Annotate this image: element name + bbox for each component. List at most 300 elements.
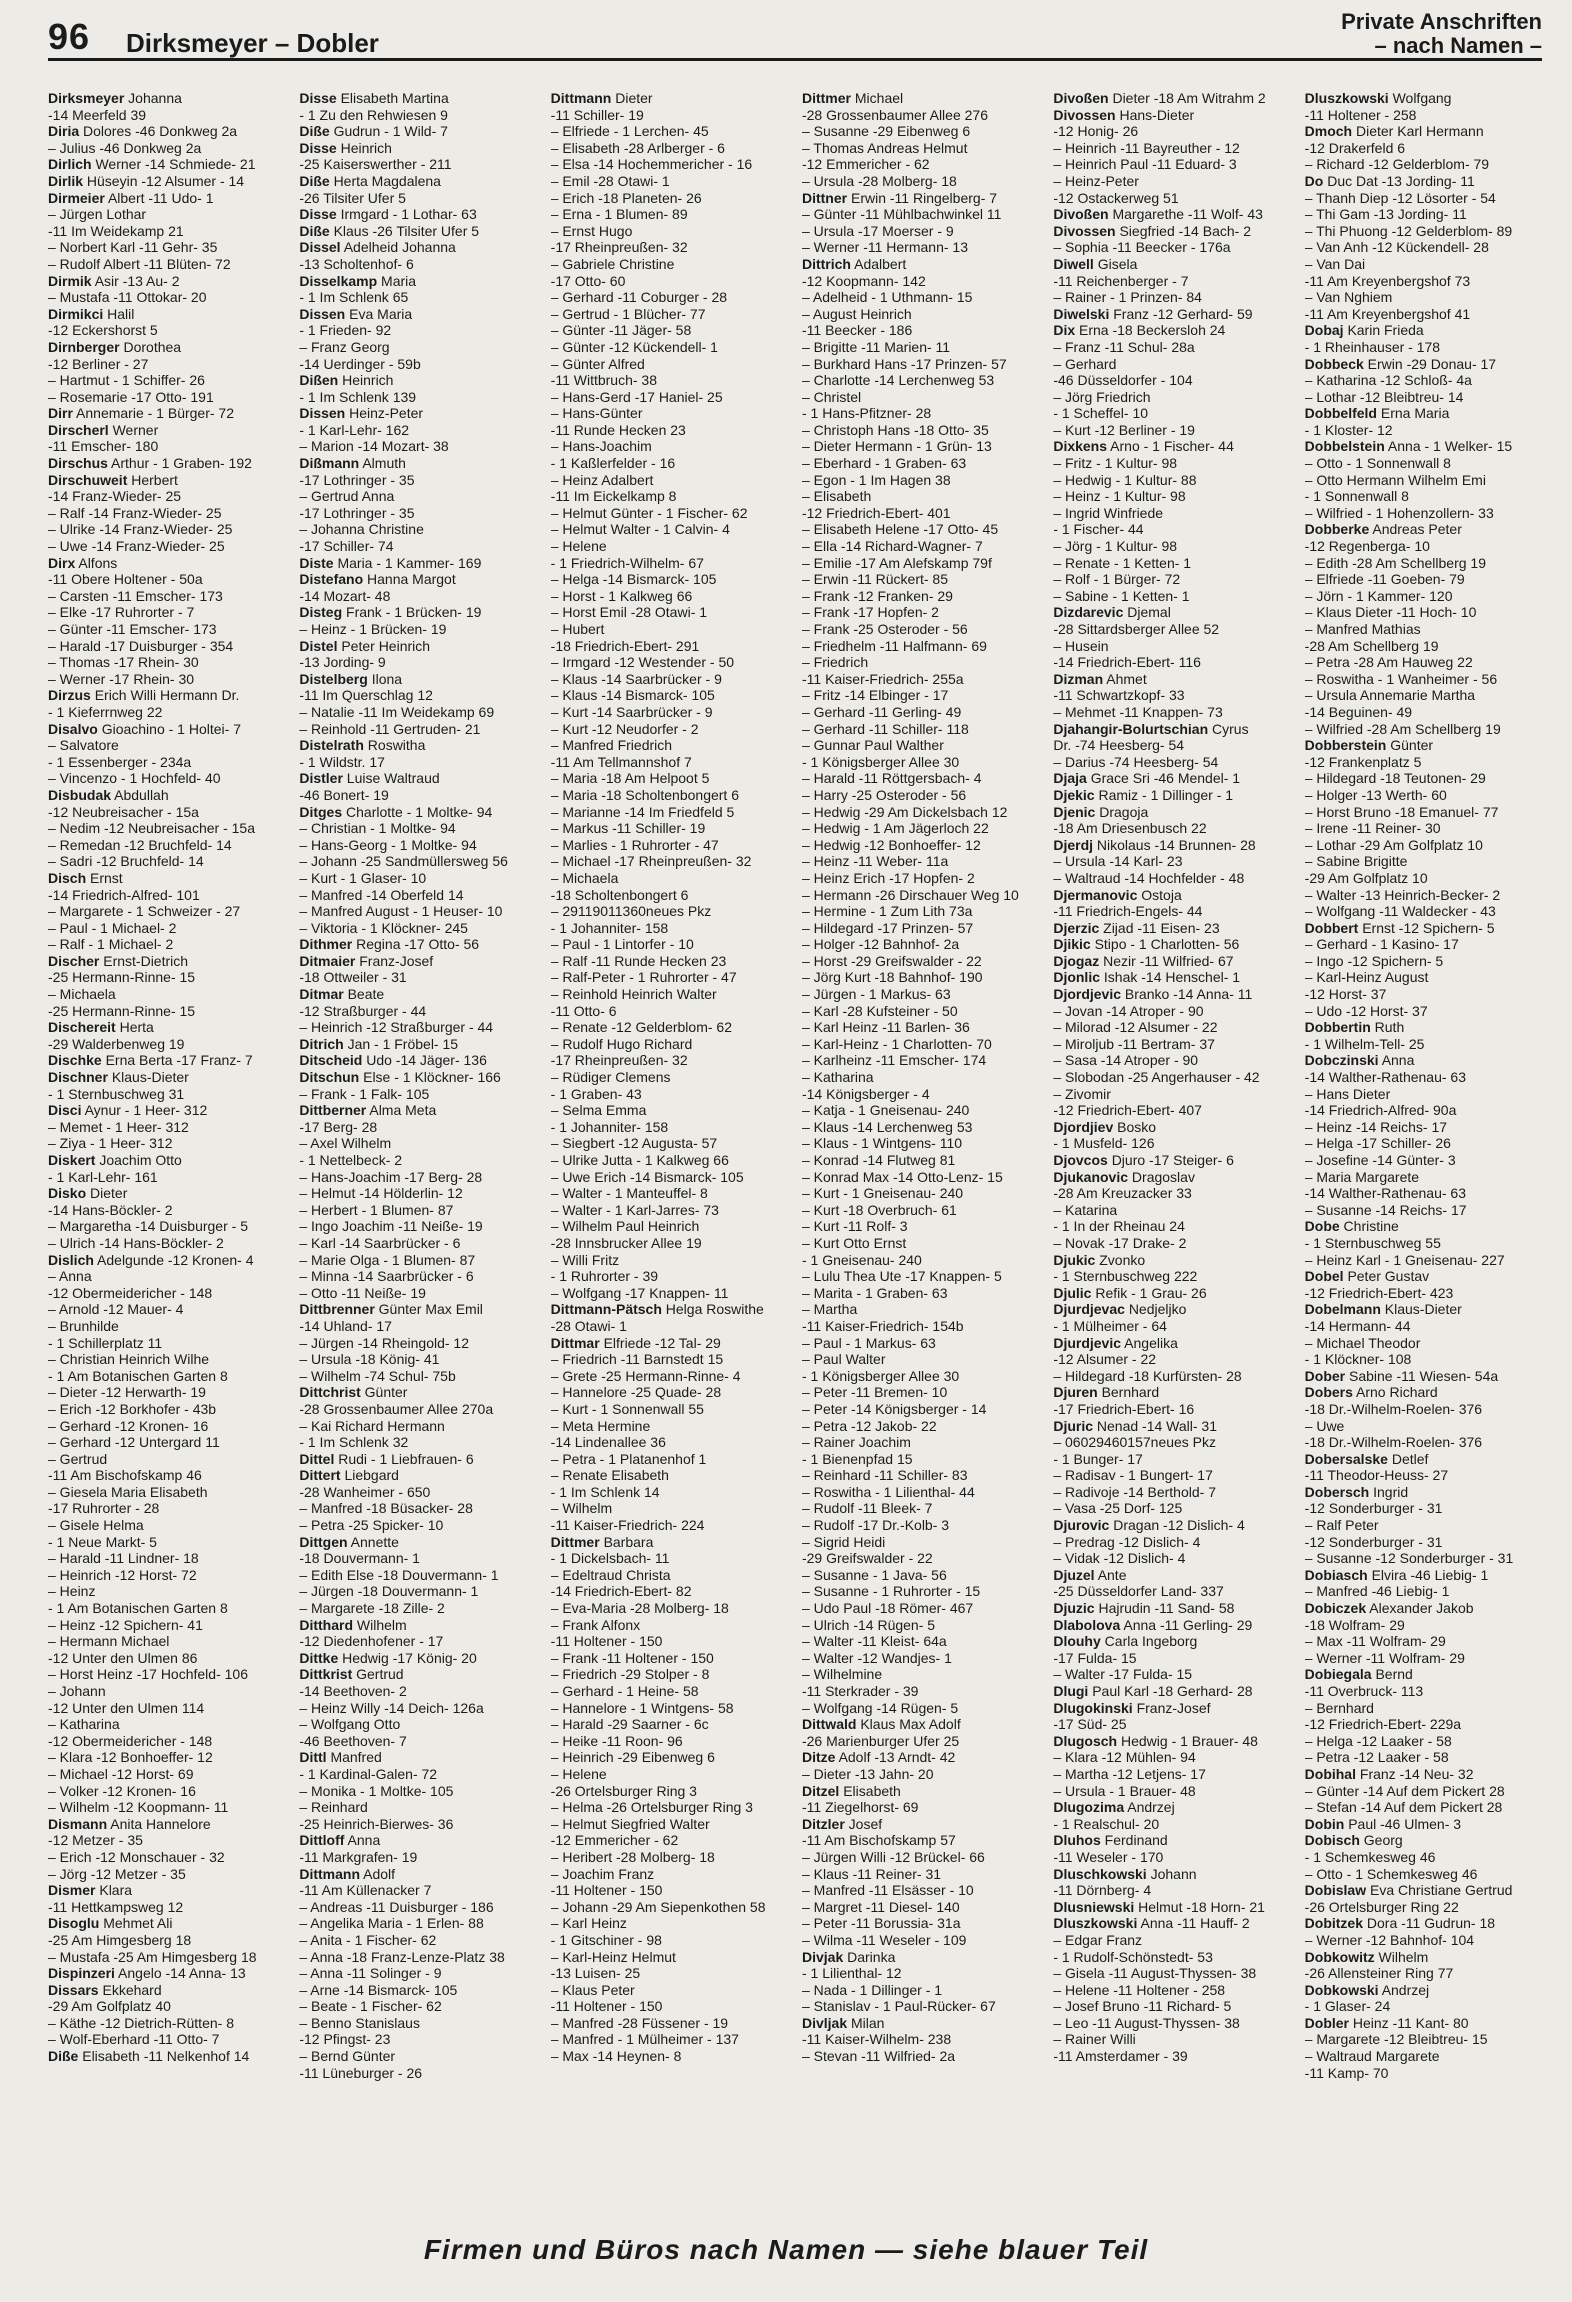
directory-entry — [48, 173, 291, 190]
directory-entry — [48, 1301, 291, 1318]
directory-entry — [1053, 156, 1296, 173]
entry-details: Franz-Josef — [359, 952, 434, 969]
directory-entry — [299, 1036, 542, 1053]
directory-entry — [551, 704, 794, 721]
entry-details: – Lothar -29 Am Golfplatz 10 — [1304, 836, 1483, 853]
entry-surname: Dobersalske — [1304, 1450, 1388, 1467]
directory-entry — [299, 804, 542, 821]
directory-entry — [1053, 837, 1296, 854]
entry-details: Branko -14 Anna- 11 — [1124, 986, 1253, 1003]
entry-details: – Husein — [1053, 637, 1109, 654]
entry-details: – Radisav - 1 Bungert- 17 — [1053, 1467, 1213, 1484]
entry-details: -12 Alsumer - 22 — [1053, 1351, 1157, 1368]
directory-entry — [299, 538, 542, 555]
entry-details: – Rüdiger Clemens — [550, 1069, 671, 1086]
entry-surname: Dittrich — [801, 255, 851, 272]
directory-entry — [551, 1683, 794, 1700]
directory-entry — [1305, 1384, 1548, 1401]
directory-entry — [1305, 604, 1548, 621]
entry-details: -12 Emmericher - 62 — [801, 156, 930, 173]
directory-entry — [48, 671, 291, 688]
entry-details: – Holger -13 Werth- 60 — [1304, 786, 1447, 803]
entry-surname: Ditze — [801, 1749, 836, 1766]
directory-entry — [48, 588, 291, 605]
entry-surname: Ditzler — [801, 1815, 845, 1832]
entry-details: – Horst Emil -28 Otawi- 1 — [550, 604, 708, 621]
directory-entry — [551, 953, 794, 970]
directory-entry — [48, 190, 291, 207]
entry-surname: Dirksmeyer — [48, 90, 125, 106]
entry-details: – Ulrich -14 Rügen- 5 — [801, 1616, 936, 1633]
entry-surname: Dittmann-Pätsch — [550, 1301, 662, 1318]
directory-entry — [551, 1716, 794, 1733]
entry-surname: Diße — [299, 123, 330, 140]
entry-details: – Miroljub -11 Bertram- 37 — [1053, 1035, 1215, 1052]
directory-entry — [551, 1799, 794, 1816]
entry-details: Klaus -26 Tilsiter Ufer 5 — [333, 222, 480, 239]
entry-details: Ernst — [90, 869, 123, 886]
directory-entry — [48, 1866, 291, 1883]
entry-details: – Emilie -17 Am Alefskamp 79f — [801, 554, 992, 571]
entry-details: – Manfred Mathias — [1304, 621, 1421, 637]
entry-details: – Harald -29 Saarner - 6c — [550, 1716, 709, 1733]
entry-details: – Hans-Gerd -17 Haniel- 25 — [550, 388, 723, 405]
entry-details: -17 Rheinpreußen- 32 — [550, 1052, 688, 1069]
entry-surname: Dislich — [48, 1251, 94, 1268]
directory-entry — [48, 1152, 291, 1169]
entry-details: – Erich -18 Planeten- 26 — [550, 189, 702, 206]
entry-details: – Ingo -12 Spichern- 5 — [1304, 952, 1444, 969]
directory-entry — [802, 273, 1045, 290]
directory-entry — [299, 654, 542, 671]
entry-details: – Jörg Kurt -18 Bahnhof- 190 — [801, 969, 983, 986]
directory-entry — [1305, 870, 1548, 887]
directory-entry — [551, 555, 794, 572]
directory-entry — [551, 405, 794, 422]
directory-entry — [299, 1019, 542, 1036]
entry-details: Hanna Margot — [367, 571, 456, 588]
directory-entry — [551, 1052, 794, 1069]
directory-entry — [299, 1633, 542, 1650]
directory-entry — [299, 671, 542, 688]
entry-details: -11 Am Bischofskamp 57 — [801, 1832, 956, 1849]
directory-entry — [299, 306, 542, 323]
directory-entry — [299, 1949, 542, 1966]
entry-details: – Arne -14 Bismarck- 105 — [299, 1981, 458, 1998]
entry-details: – Klaus -14 Lerchenweg 53 — [801, 1118, 973, 1135]
entry-details: – Maria -18 Am Helpoot 5 — [550, 770, 710, 787]
directory-entry — [1305, 322, 1548, 339]
entry-details: – Heribert -28 Molberg- 18 — [550, 1848, 715, 1865]
directory-entry — [299, 887, 542, 904]
entry-details: – Elisabeth Helene -17 Otto- 45 — [801, 521, 999, 538]
entry-surname: Disoglu — [48, 1915, 100, 1932]
directory-entry — [802, 1882, 1045, 1899]
directory-entry — [551, 1169, 794, 1186]
directory-entry — [551, 389, 794, 406]
entry-details: Alfons — [78, 554, 118, 571]
directory-entry — [802, 571, 1045, 588]
entry-details: – Harald -11 Röttgersbach- 4 — [801, 770, 982, 787]
directory-entry — [48, 1583, 291, 1600]
entry-details: – Walter -13 Heinrich-Becker- 2 — [1304, 886, 1501, 903]
entry-details: – Heinrich -29 Eibenweg 6 — [550, 1749, 715, 1766]
entry-surname: Dirschus — [48, 455, 108, 472]
entry-details: -11 Holtener - 150 — [550, 1633, 663, 1650]
entry-details: – Mehmet -11 Knappen- 73 — [1053, 703, 1223, 720]
entry-details: Elisabeth Martina — [340, 90, 449, 106]
directory-entry — [1053, 1235, 1296, 1252]
entry-surname: Dissen — [299, 305, 346, 322]
entry-surname: Dobislaw — [1304, 1882, 1367, 1899]
directory-entry — [1053, 438, 1296, 455]
directory-entry — [802, 638, 1045, 655]
directory-entry — [802, 140, 1045, 157]
directory-entry — [299, 638, 542, 655]
directory-entry — [299, 1517, 542, 1534]
directory-entry — [1053, 1500, 1296, 1517]
entry-details: -12 Unter den Ulmen 86 — [48, 1649, 198, 1666]
directory-entry — [802, 1783, 1045, 1800]
entry-details: – Gabriele Christine — [550, 255, 675, 272]
entry-details: Anna -11 Hauff- 2 — [1140, 1915, 1250, 1932]
entry-surname: Distler — [299, 770, 343, 787]
entry-details: – Helga -14 Bismarck- 105 — [550, 571, 717, 588]
directory-entry — [802, 372, 1045, 389]
directory-entry — [48, 1086, 291, 1103]
entry-details: – Klaus -11 Reiner- 31 — [801, 1865, 942, 1882]
directory-entry — [1053, 1766, 1296, 1783]
entry-details: -25 Düsseldorfer Land- 337 — [1053, 1583, 1224, 1600]
directory-entry — [299, 1368, 542, 1385]
entry-surname: Dobihal — [1304, 1765, 1356, 1782]
entry-details: Angelika — [1124, 1334, 1178, 1351]
directory-entry — [48, 1783, 291, 1800]
entry-details: Nedjeljko — [1128, 1301, 1187, 1318]
directory-column — [299, 90, 542, 2205]
directory-entry — [551, 1617, 794, 1634]
directory-entry — [802, 389, 1045, 406]
directory-entry — [299, 1418, 542, 1435]
directory-entry — [802, 1285, 1045, 1302]
entry-surname: Djovcos — [1053, 1152, 1108, 1168]
entry-details: - 1 Im Schlenk 32 — [299, 1434, 409, 1451]
directory-entry — [551, 1998, 794, 2015]
directory-entry — [802, 488, 1045, 505]
directory-entry — [802, 239, 1045, 256]
entry-details: – Richard -12 Gelderblom- 79 — [1304, 156, 1490, 173]
directory-entry — [551, 1816, 794, 1833]
entry-surname: Dobers — [1304, 1384, 1353, 1401]
directory-entry — [551, 273, 794, 290]
entry-details: – Nada - 1 Dillinger - 1 — [801, 1981, 943, 1998]
entry-details: -11 Holtener - 258 — [1304, 106, 1417, 123]
entry-details: – Vincenzo - 1 Hochfeld- 40 — [48, 770, 221, 787]
entry-surname: Dissars — [48, 1981, 99, 1998]
directory-entry — [299, 870, 542, 887]
entry-details: – Maria Margarete — [1304, 1168, 1420, 1185]
entry-surname: Dispinzeri — [48, 1965, 115, 1982]
entry-surname: Dismer — [48, 1882, 96, 1899]
entry-details: – Markus -11 Schiller- 19 — [550, 820, 706, 837]
directory-entry — [48, 90, 291, 107]
directory-entry — [802, 1102, 1045, 1119]
entry-details: – Sadri -12 Bruchfeld- 14 — [48, 853, 204, 870]
entry-details: – Anita - 1 Fischer- 62 — [299, 1931, 437, 1948]
entry-details: – Roswitha - 1 Wanheimer - 56 — [1304, 670, 1498, 687]
entry-details: Annette — [350, 1533, 399, 1550]
entry-details: Erna Berta -17 Franz- 7 — [105, 1052, 253, 1069]
entry-details: – Gertrud - 1 Blücher- 77 — [550, 305, 706, 322]
entry-details: – Otto - 1 Schemkesweg 46 — [1304, 1865, 1478, 1882]
entry-details: - 1 Im Schlenk 14 — [550, 1483, 660, 1500]
entry-details: – Horst -29 Greifswalder - 22 — [801, 952, 982, 969]
entry-details: – Jürgen -14 Rheingold- 12 — [299, 1334, 469, 1351]
directory-entry — [1305, 1467, 1548, 1484]
entry-details: - 1 Königsberger Allee 30 — [801, 753, 960, 770]
directory-entry — [802, 1749, 1045, 1766]
directory-entry — [1053, 1816, 1296, 1833]
entry-details: – Günter -11 Emscher- 173 — [48, 621, 217, 637]
entry-details: -11 Im Querschlag 12 — [299, 687, 433, 704]
directory-entry — [299, 1965, 542, 1982]
directory-entry — [802, 887, 1045, 904]
entry-details: -11 Am Tellmannshof 7 — [550, 753, 692, 770]
entry-details: – Margaretha -14 Duisburger - 5 — [48, 1218, 248, 1235]
entry-details: - 1 Wildstr. 17 — [299, 753, 385, 770]
entry-details: – Ursula Annemarie Martha — [1304, 687, 1476, 704]
directory-entry — [802, 853, 1045, 870]
directory-entry — [299, 1700, 542, 1717]
directory-entry — [802, 1351, 1045, 1368]
directory-entry — [1305, 770, 1548, 787]
entry-details: – Leo -11 August-Thyssen- 38 — [1053, 2014, 1240, 2031]
entry-surname: Dluszkowski — [1053, 1915, 1138, 1932]
directory-entry — [802, 687, 1045, 704]
entry-details: -18 Douvermann- 1 — [299, 1550, 420, 1567]
directory-entry — [299, 837, 542, 854]
entry-details: – Martha — [801, 1301, 858, 1318]
directory-entry — [48, 1119, 291, 1136]
entry-details: – Petra -25 Spicker- 10 — [299, 1517, 444, 1534]
directory-entry — [1305, 239, 1548, 256]
entry-details: Nenad -14 Wall- 31 — [1096, 1417, 1217, 1434]
entry-details: Barbara — [603, 1533, 654, 1550]
directory-entry — [551, 1301, 794, 1318]
directory-entry — [299, 1467, 542, 1484]
directory-entry — [299, 1982, 542, 1999]
directory-entry — [802, 123, 1045, 140]
entry-details: Almuth — [362, 455, 406, 472]
entry-details: -26 Allensteiner Ring 77 — [1304, 1965, 1454, 1982]
entry-details: -17 Fulda- 15 — [1053, 1649, 1137, 1666]
entry-details: -25 Am Himgesberg 18 — [48, 1931, 192, 1948]
entry-details: - 1 Rudolf-Schönstedt- 53 — [1053, 1948, 1213, 1965]
directory-entry — [551, 1949, 794, 1966]
entry-details: – Lothar -12 Bleibtreu- 14 — [1304, 388, 1464, 405]
entry-details: – Renate Elisabeth — [550, 1467, 669, 1484]
entry-details: – Heike -11 Roon- 96 — [550, 1732, 683, 1749]
entry-details: -12 Emmericher - 62 — [550, 1832, 679, 1849]
entry-details: – Ursula -18 König- 41 — [299, 1351, 440, 1368]
entry-details: -11 Am Kreyenbergshof 41 — [1304, 305, 1471, 322]
entry-details: – Rolf - 1 Bürger- 72 — [1053, 571, 1181, 588]
entry-details: – Eva-Maria -28 Molberg- 18 — [550, 1600, 729, 1617]
entry-details: - 1 Neue Markt- 5 — [48, 1533, 157, 1550]
entry-details: – Klara -12 Bonhoeffer- 12 — [48, 1749, 213, 1766]
directory-entry — [299, 1733, 542, 1750]
directory-entry — [299, 721, 542, 738]
entry-surname: Dobberstein — [1304, 737, 1387, 754]
entry-surname: Djerdj — [1053, 836, 1094, 853]
directory-entry — [551, 671, 794, 688]
directory-entry — [551, 737, 794, 754]
entry-details: – Jörg Friedrich — [1053, 388, 1151, 405]
entry-surname: Djahangir-Bolurtschian — [1053, 720, 1209, 737]
entry-details: - 1 Frieden- 92 — [299, 322, 392, 339]
directory-entry — [299, 1650, 542, 1667]
directory-entry — [299, 1500, 542, 1517]
entry-details: – Giesela Maria Elisabeth — [48, 1483, 208, 1500]
entry-details: Sabine -11 Wiesen- 54a — [1349, 1367, 1499, 1384]
entry-details: -28 Wanheimer - 650 — [299, 1483, 431, 1500]
entry-details: – Erwin -11 Rückert- 85 — [801, 571, 948, 588]
directory-entry — [551, 1666, 794, 1683]
entry-details: – Beate - 1 Fischer- 62 — [299, 1998, 442, 2015]
directory-entry — [551, 1467, 794, 1484]
entry-details: Roswitha — [367, 737, 426, 754]
entry-details: – Waltraud Margarete — [1304, 2048, 1440, 2065]
directory-entry — [1053, 1866, 1296, 1883]
directory-entry — [551, 1600, 794, 1617]
directory-entry — [802, 1583, 1045, 1600]
entry-details: – Grete -25 Hermann-Rinne- 4 — [550, 1367, 741, 1384]
entry-details: – Heinz Willy -14 Deich- 126a — [299, 1699, 484, 1716]
directory-entry — [48, 140, 291, 157]
entry-details: Charlotte - 1 Moltke- 94 — [346, 803, 493, 820]
entry-surname: Divjak — [801, 1948, 844, 1965]
entry-surname: Dlugozima — [1053, 1799, 1125, 1816]
directory-entry — [802, 654, 1045, 671]
entry-details: -12 Drakerfeld 6 — [1304, 139, 1406, 156]
directory-entry — [802, 754, 1045, 771]
entry-details: - 1 Sternbuschweg 55 — [1304, 1234, 1441, 1251]
directory-entry — [48, 2015, 291, 2032]
directory-entry — [48, 1003, 291, 1020]
entry-details: – Predrag -12 Dislich- 4 — [1053, 1533, 1201, 1550]
entry-details: – Marie Olga - 1 Blumen- 87 — [299, 1251, 476, 1268]
directory-entry — [299, 1932, 542, 1949]
directory-entry — [1305, 488, 1548, 505]
entry-details: – Emil -28 Otawi- 1 — [550, 172, 670, 189]
directory-entry — [1305, 140, 1548, 157]
directory-entry — [1053, 1484, 1296, 1501]
entry-details: - 1 Im Schlenk 65 — [299, 289, 409, 306]
entry-surname: Dobkowitz — [1304, 1948, 1375, 1965]
directory-entry — [802, 422, 1045, 439]
entry-details: – Hannelore - 1 Wintgens- 58 — [550, 1699, 734, 1716]
directory-entry — [1305, 1617, 1548, 1634]
entry-details: -11 Dörnberg- 4 — [1053, 1882, 1152, 1899]
directory-entry — [299, 787, 542, 804]
directory-entry — [48, 1235, 291, 1252]
entry-details: -14 Beguinen- 49 — [1304, 703, 1413, 720]
entry-details: – Thanh Diep -12 Lösorter - 54 — [1304, 189, 1496, 206]
entry-details: – Heinz Erich -17 Hopfen- 2 — [801, 869, 975, 886]
directory-entry — [551, 754, 794, 771]
entry-details: – Michael Theodor — [1304, 1334, 1421, 1351]
directory-entry — [1053, 903, 1296, 920]
entry-details: -11 Markgrafen- 19 — [299, 1848, 418, 1865]
directory-entry — [299, 588, 542, 605]
entry-details: – Helga -12 Laaker - 58 — [1304, 1732, 1452, 1749]
entry-surname: Dirlich — [48, 156, 92, 173]
entry-details: – Mustafa -11 Ottokar- 20 — [48, 289, 207, 306]
directory-entry — [551, 721, 794, 738]
entry-details: Helga Roswithe — [665, 1301, 764, 1318]
directory-entry — [48, 289, 291, 306]
entry-details: – Friedrich -11 Barnstedt 15 — [550, 1351, 724, 1368]
directory-entry — [551, 488, 794, 505]
entry-details: -14 Uerdinger - 59b — [299, 355, 421, 372]
directory-entry — [551, 1733, 794, 1750]
directory-entry — [551, 505, 794, 522]
entry-details: – Werner -17 Rhein- 30 — [48, 670, 195, 687]
directory-entry — [551, 1268, 794, 1285]
entry-details: Werner — [112, 421, 159, 438]
directory-entry — [551, 2031, 794, 2048]
entry-details: Cyrus — [1212, 720, 1249, 737]
entry-details: – Rainer - 1 Prinzen- 84 — [1053, 289, 1202, 306]
directory-entry — [48, 1036, 291, 1053]
entry-details: – Frank -12 Franken- 29 — [801, 587, 953, 604]
entry-details: Andrzej — [1381, 1981, 1430, 1998]
entry-details: – Irmgard -12 Westender - 50 — [550, 654, 735, 671]
entry-details: -14 Hans-Böckler- 2 — [48, 1201, 173, 1218]
directory-entry — [299, 820, 542, 837]
entry-details: -14 Friedrich-Ebert- 116 — [1053, 654, 1201, 671]
directory-entry — [48, 1832, 291, 1849]
entry-details: - 1 Karl-Lehr- 162 — [299, 421, 410, 438]
entry-details: -11 Theodor-Heuss- 27 — [1304, 1467, 1449, 1484]
entry-details: – Uwe -14 Franz-Wieder- 25 — [48, 538, 225, 555]
directory-entry — [48, 555, 291, 572]
directory-entry — [299, 1766, 542, 1783]
entry-details: – Klara -12 Mühlen- 94 — [1053, 1749, 1196, 1766]
entry-details: – Sabine - 1 Ketten- 1 — [1053, 587, 1190, 604]
entry-details: – Viktoria - 1 Klöckner- 245 — [299, 919, 468, 936]
directory-entry — [1053, 853, 1296, 870]
directory-entry — [1305, 621, 1548, 638]
entry-surname: Dix — [1053, 322, 1076, 339]
entry-details: – Benno Stanislaus — [299, 2014, 420, 2031]
directory-entry — [1305, 223, 1548, 240]
directory-entry — [1053, 422, 1296, 439]
directory-entry — [802, 206, 1045, 223]
entry-details: -12 Friedrich-Ebert- 407 — [1053, 1102, 1202, 1119]
entry-details: -11 Wittbruch- 38 — [550, 372, 657, 389]
entry-details: -14 Königsberger - 4 — [801, 1085, 930, 1102]
entry-details: - 1 Ruhrorter - 39 — [550, 1268, 659, 1285]
entry-details: – Mustafa -25 Am Himgesberg 18 — [48, 1948, 257, 1965]
entry-details: – Waltraud -14 Hochfelder - 48 — [1053, 869, 1245, 886]
entry-surname: Djulic — [1053, 1284, 1092, 1301]
directory-entry — [1305, 1816, 1548, 1833]
directory-entry — [802, 986, 1045, 1003]
directory-entry — [551, 1401, 794, 1418]
entry-details: – Christoph Hans -18 Otto- 35 — [801, 421, 989, 438]
directory-entry — [299, 1003, 542, 1020]
